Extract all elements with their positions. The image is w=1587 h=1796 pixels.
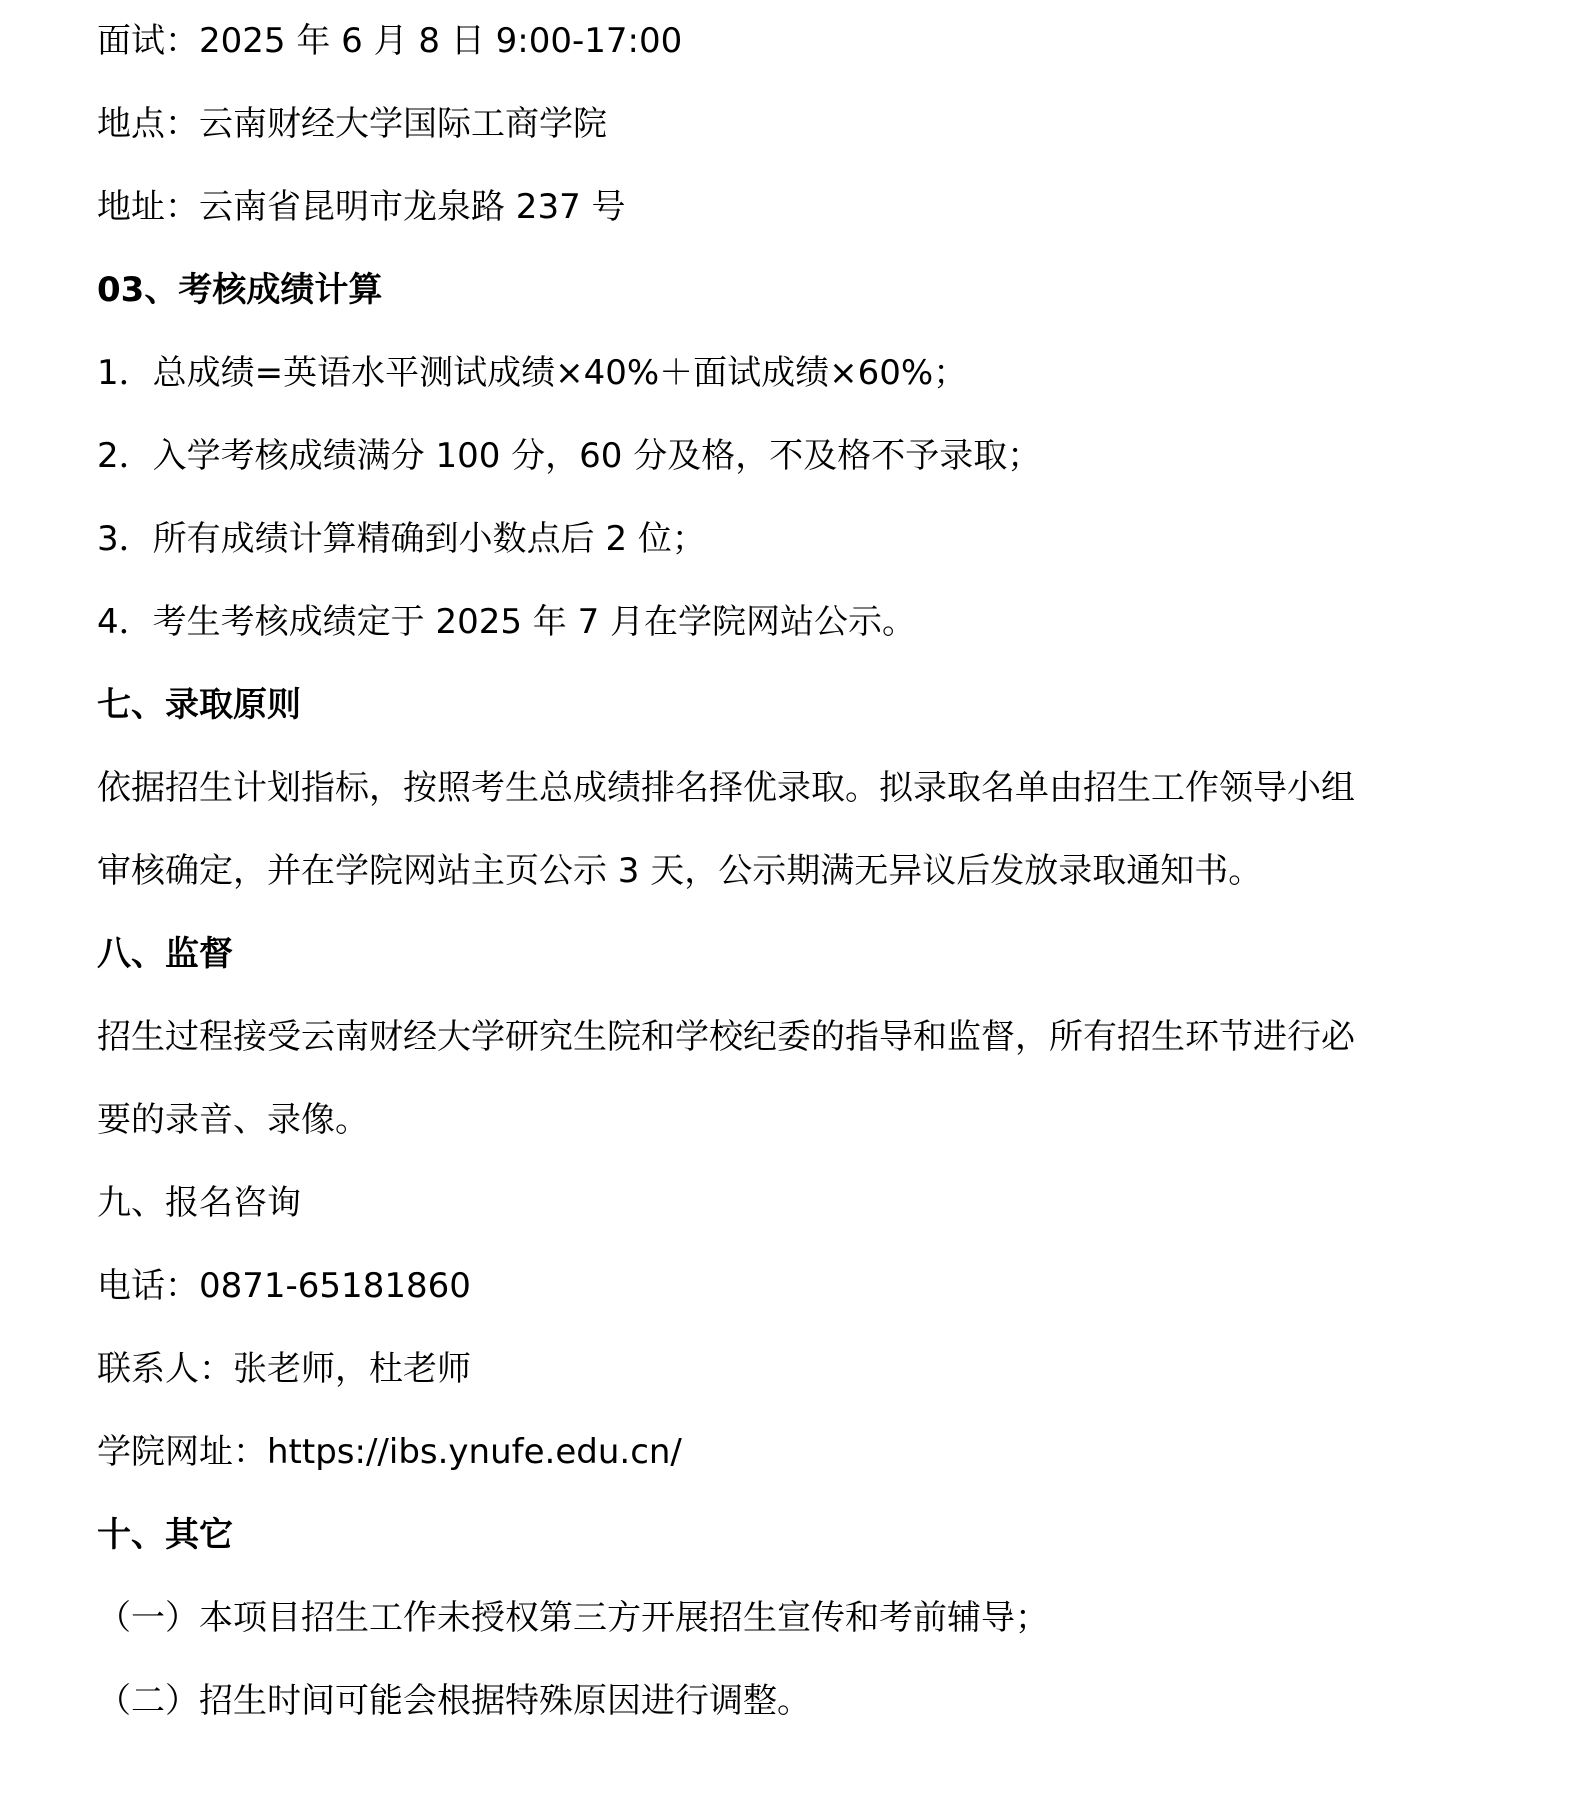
score-calc-item-2: 2．入学考核成绩满分 100 分，60 分及格，不及格不予录取； — [97, 436, 1042, 476]
other-heading: 十、其它 — [97, 1515, 233, 1555]
consult-contact: 联系人：张老师，杜老师 — [97, 1349, 471, 1389]
interview-location: 地点：云南财经大学国际工商学院 — [97, 104, 607, 144]
score-calc-item-1: 1．总成绩=英语水平测试成绩×40%＋面试成绩×60%； — [97, 353, 968, 393]
admission-line-1: 依据招生计划指标，按照考生总成绩排名择优录取。拟录取名单由招生工作领导小组 — [97, 768, 1355, 808]
interview-address: 地址：云南省昆明市龙泉路 237 号 — [97, 187, 626, 227]
interview-time: 面试：2025 年 6 月 8 日 9:00-17:00 — [97, 21, 683, 61]
admission-heading: 七、录取原则 — [97, 685, 301, 725]
supervision-line-2: 要的录音、录像。 — [97, 1100, 369, 1140]
consult-website: 学院网址：https://ibs.ynufe.edu.cn/ — [97, 1432, 682, 1472]
consult-heading: 九、报名咨询 — [97, 1183, 301, 1223]
admission-line-2: 审核确定，并在学院网站主页公示 3 天，公示期满无异议后发放录取通知书。 — [97, 851, 1263, 891]
supervision-heading: 八、监督 — [97, 934, 233, 974]
other-item-2: （二）招生时间可能会根据特殊原因进行调整。 — [97, 1681, 811, 1721]
score-calc-heading: 03、考核成绩计算 — [97, 270, 383, 310]
consult-phone: 电话：0871-65181860 — [97, 1266, 471, 1306]
score-calc-item-3: 3．所有成绩计算精确到小数点后 2 位； — [97, 519, 706, 559]
other-item-1: （一）本项目招生工作未授权第三方开展招生宣传和考前辅导； — [97, 1598, 1049, 1638]
supervision-line-1: 招生过程接受云南财经大学研究生院和学校纪委的指导和监督，所有招生环节进行必 — [97, 1017, 1355, 1057]
score-calc-item-4: 4．考生考核成绩定于 2025 年 7 月在学院网站公示。 — [97, 602, 917, 642]
